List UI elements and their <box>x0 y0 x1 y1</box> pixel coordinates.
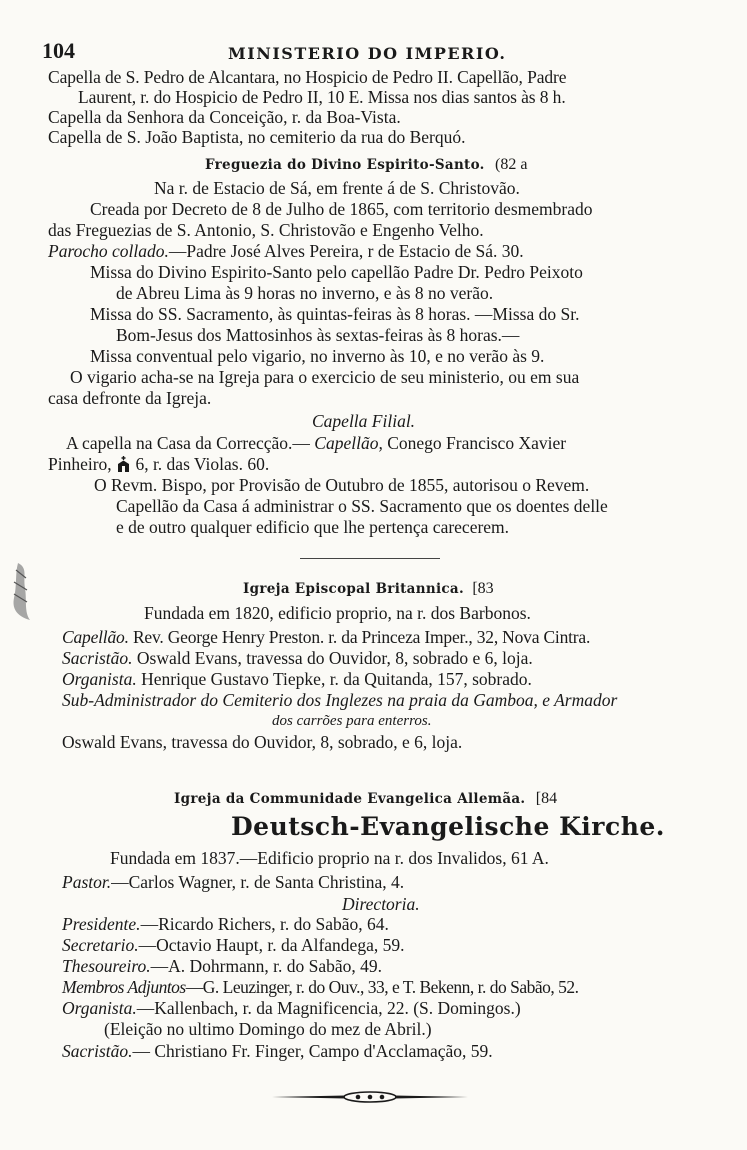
text-line: das Freguezias de S. Antonio, S. Christovão e Engenho Velho. <box>48 220 484 240</box>
page-title: MINISTERIO DO IMPERIO. <box>228 44 507 63</box>
text-line: Capella de S. João Baptista, no cemiterio da rua do Berquó. <box>48 127 466 147</box>
role-label: Secretario. <box>62 935 139 955</box>
role-label: Organista. <box>62 998 137 1018</box>
section-heading <box>174 786 557 810</box>
section-heading <box>243 576 494 600</box>
text-line <box>48 453 269 475</box>
role-value: —Ricardo Richers, r. do Sabão, 64. <box>140 914 389 934</box>
subheading: Capella Filial. <box>312 411 416 431</box>
text-line: Missa do SS. Sacramento, às quintas-feiras às 8 horas. —Missa do Sr. <box>90 304 580 324</box>
text-line <box>62 976 579 998</box>
role-value: Oswald Evans, travessa do Ouvidor, 8, sobrado e 6, loja. <box>136 648 533 668</box>
text-line: casa defronte da Igreja. <box>48 388 212 408</box>
text-line <box>62 913 389 935</box>
text-fragment: 6, r. das Violas. 60. <box>135 454 270 474</box>
text-line: Missa do Divino Espirito-Santo pelo capellão Padre Dr. Pedro Peixoto <box>90 262 583 282</box>
role-value: —Carlos Wagner, r. de Santa Christina, 4. <box>111 872 405 892</box>
section-heading <box>205 152 527 176</box>
text-line <box>62 997 521 1019</box>
role-label: Pastor. <box>62 872 112 892</box>
text-line <box>66 432 566 454</box>
text-line: Bom-Jesus dos Mattosinhos às sextas-feiras às 8 horas.— <box>116 325 520 345</box>
subheading: Directoria. <box>342 894 420 914</box>
role-label: Presidente. <box>62 914 141 934</box>
text-line <box>62 668 532 690</box>
text-line: Missa conventual pelo vigario, no inverno às 10, e no verão às 9. <box>90 346 545 366</box>
section-heading-text: Igreja da Communidade Evangelica Allemãa. <box>174 791 526 807</box>
text-line: dos carrões para enterros. <box>272 713 432 729</box>
role-label: Membros Adjuntos <box>62 977 186 997</box>
role-value: —Padre José Alves Pereira, r de Estacio de Sá. 30. <box>168 241 524 261</box>
section-divider <box>300 558 440 559</box>
section-heading-text: Igreja Episcopal Britannica. <box>243 581 464 597</box>
text-line <box>62 955 382 977</box>
role-label: Thesoureiro. <box>62 956 151 976</box>
role-value: Henrique Gustavo Tiepke, r. da Quitanda, 157, sobrado. <box>141 669 532 689</box>
page-number: 104 <box>42 38 75 63</box>
section-number: (82 a <box>495 156 528 173</box>
section-number: [83 <box>472 580 494 597</box>
text-fragment: Conego Francisco Xavier <box>387 433 567 453</box>
role-value: —A. Dohrmann, r. do Sabão, 49. <box>150 956 383 976</box>
text-line: Capellão da Casa á administrar o SS. Sacramento que os doentes delle <box>116 496 608 516</box>
text-line <box>48 240 524 262</box>
role-value: —Octavio Haupt, r. da Alfandega, 59. <box>138 935 405 955</box>
role-label: Sacristão. <box>62 648 133 668</box>
section-heading-text: Freguezia do Divino Espirito-Santo. <box>205 157 485 173</box>
text-line <box>62 871 404 893</box>
text-line: (Eleição no ultimo Domingo do mez de Abril.) <box>104 1019 432 1039</box>
text-line: Capella de S. Pedro de Alcantara, no Hospicio de Pedro II. Capellão, Padre <box>48 67 567 87</box>
margin-mark-icon <box>6 560 38 622</box>
text-line: Laurent, r. do Hospicio de Pedro II, 10 E. Missa nos dias santos às 8 h. <box>78 87 566 107</box>
text-line: de Abreu Lima às 9 horas no inverno, e às 8 no verão. <box>116 283 494 303</box>
text-line: Capella da Senhora da Conceição, r. da Boa-Vista. <box>48 107 401 127</box>
role-label: Parocho collado. <box>48 241 169 261</box>
text-line: O vigario acha-se na Igreja para o exercicio de seu ministerio, ou em sua <box>70 367 580 387</box>
text-fragment: Pinheiro, <box>48 454 112 474</box>
text-line: Fundada em 1837.—Edificio proprio na r. dos Invalidos, 61 A. <box>110 848 549 868</box>
role-value: —G. Leuzinger, r. do Ouv., 33, e T. Bekenn, r. do Sabão, 52. <box>185 977 579 997</box>
role-value: — Christiano Fr. Finger, Campo d'Acclamação, 59. <box>132 1041 493 1061</box>
text-line: Oswald Evans, travessa do Ouvidor, 8, sobrado, e 6, loja. <box>62 732 463 752</box>
text-line: Sub-Administrador do Cemiterio dos Inglezes na praia da Gamboa, e Armador <box>62 690 618 710</box>
text-line: O Revm. Bispo, por Provisão de Outubro de 1855, autorisou o Revem. <box>94 475 590 495</box>
section-number: [84 <box>535 790 558 807</box>
role-label: Capellão. <box>62 627 129 647</box>
text-line: e de outro qualquer edificio que lhe pertença carecerem. <box>116 517 510 537</box>
role-value: Rev. George Henry Preston. r. da Princeza Imper., 32, Nova Cintra. <box>132 627 591 647</box>
role-label: Sacristão. <box>62 1041 133 1061</box>
church-symbol-icon <box>116 456 131 473</box>
ornament-divider-icon <box>270 1090 470 1104</box>
role-value: —Kallenbach, r. da Magnificencia, 22. (S. Domingos.) <box>136 998 521 1018</box>
text-line <box>62 626 590 648</box>
text-fragment: A capella na Casa da Correcção.— <box>66 433 310 453</box>
text-line <box>62 647 533 669</box>
text-line <box>62 1040 493 1062</box>
text-line: Na r. de Estacio de Sá, em frente á de S. Christovão. <box>154 178 520 198</box>
role-label: Capellão, <box>314 433 383 453</box>
text-line: Fundada em 1820, edificio proprio, na r. dos Barbonos. <box>144 603 531 623</box>
gothic-title: Deutsch-Evangelische Kirche. <box>231 812 665 841</box>
text-line <box>62 934 404 956</box>
text-line: Creada por Decreto de 8 de Julho de 1865, com territorio desmembrado <box>90 199 593 219</box>
role-label: Organista. <box>62 669 137 689</box>
